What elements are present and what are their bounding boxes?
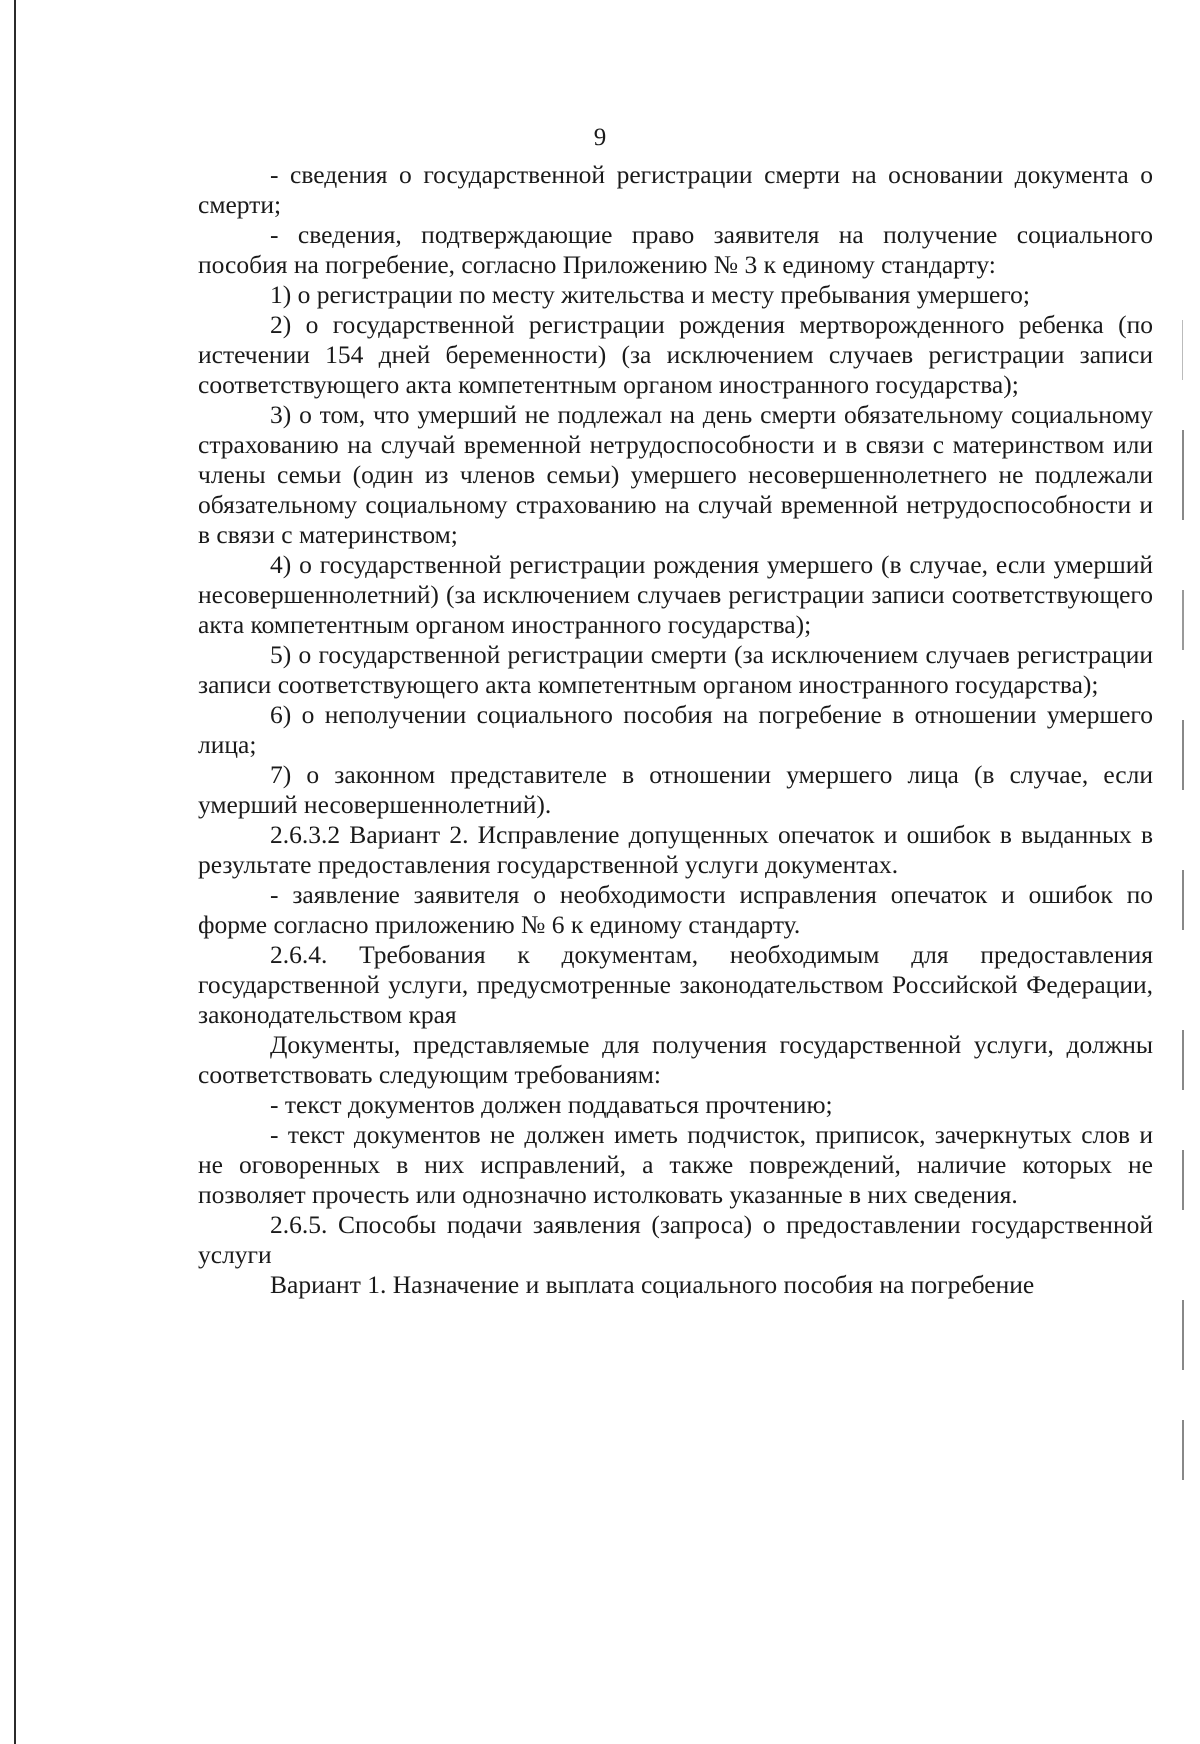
paragraph-death-registration-info: - сведения о государственной регистрации смерти на основании документа о смерти; (198, 160, 1153, 219)
page-number: 9 (593, 124, 607, 151)
list-item-3: 3) о том, что умерший не подлежал на день смерти обязательному социальному страхованию на случай временной нетрудоспособности и в связи с материнством или члены семьи (один из членов семьи) умершего несовершеннолетнего не подлежали обязательному социальному страхованию на случай временной нетрудоспособности и в связи с материнством; (198, 400, 1153, 549)
section-2-6-4: 2.6.4. Требования к документам, необходимым для предоставления государственной услуги, предусмотренные законодательством Российской Федерации, законодательством края (198, 940, 1153, 1029)
scan-right-edge-mark (1182, 720, 1184, 790)
requirement-no-erasures: - текст документов не должен иметь подчисток, приписок, зачеркнутых слов и не оговоренных в них исправлений, а также повреждений, наличие которых не позволяет прочесть или однозначно истолковать указанные в них сведения. (198, 1120, 1153, 1209)
scan-right-edge-mark (1182, 320, 1183, 380)
paragraph-document-requirements: Документы, представляемые для получения государственной услуги, должны соответствовать следующим требованиям: (198, 1030, 1153, 1089)
list-item-7: 7) о законном представителе в отношении умершего лица (в случае, если умерший несовершеннолетний). (198, 760, 1153, 819)
section-2-6-3-2: 2.6.3.2 Вариант 2. Исправление допущенных опечаток и ошибок в выданных в результате предоставления государственной услуги документах. (198, 820, 1153, 879)
scan-right-edge-mark (1182, 1300, 1184, 1370)
list-item-1: 1) о регистрации по месту жительства и месту пребывания умершего; (270, 280, 1030, 309)
list-item-6: 6) о неполучении социального пособия на погребение в отношении умершего лица; (198, 700, 1153, 759)
scan-right-edge-mark (1182, 590, 1184, 650)
list-item-4: 4) о государственной регистрации рождения умершего (в случае, если умерший несовершеннолетний) (за исключением случаев регистрации записи соответствующего акта компетентным органом иностранного государства); (198, 550, 1153, 639)
paragraph-variant-1: Вариант 1. Назначение и выплата социального пособия на погребение (270, 1270, 1035, 1299)
scan-right-edge-mark (1182, 1150, 1184, 1210)
list-item-2: 2) о государственной регистрации рождения мертворожденного ребенка (по истечении 154 дней беременности) (за исключением случаев регистрации записи соответствующего акта компетентным органом иностранного государства); (198, 310, 1153, 399)
scan-right-edge-mark (1182, 870, 1184, 930)
scan-left-edge-line (14, 0, 16, 1744)
scan-right-edge-mark (1182, 430, 1184, 520)
paragraph-entitlement-info: - сведения, подтверждающие право заявителя на получение социального пособия на погребение, согласно Приложению № 3 к единому стандарту: (198, 220, 1153, 279)
section-2-6-5: 2.6.5. Способы подачи заявления (запроса) о предоставлении государственной услуги (198, 1210, 1153, 1269)
list-item-5: 5) о государственной регистрации смерти (за исключением случаев регистрации записи соответствующего акта компетентным органом иностранного государства); (198, 640, 1153, 699)
scan-right-edge-mark (1182, 1420, 1184, 1480)
document-body (198, 160, 1153, 1300)
requirement-readable: - текст документов должен поддаваться прочтению; (270, 1090, 833, 1119)
paragraph-correction-request: - заявление заявителя о необходимости исправления опечаток и ошибок по форме согласно приложению № 6 к единому стандарту. (198, 880, 1153, 939)
scan-right-edge-mark (1182, 1030, 1184, 1090)
